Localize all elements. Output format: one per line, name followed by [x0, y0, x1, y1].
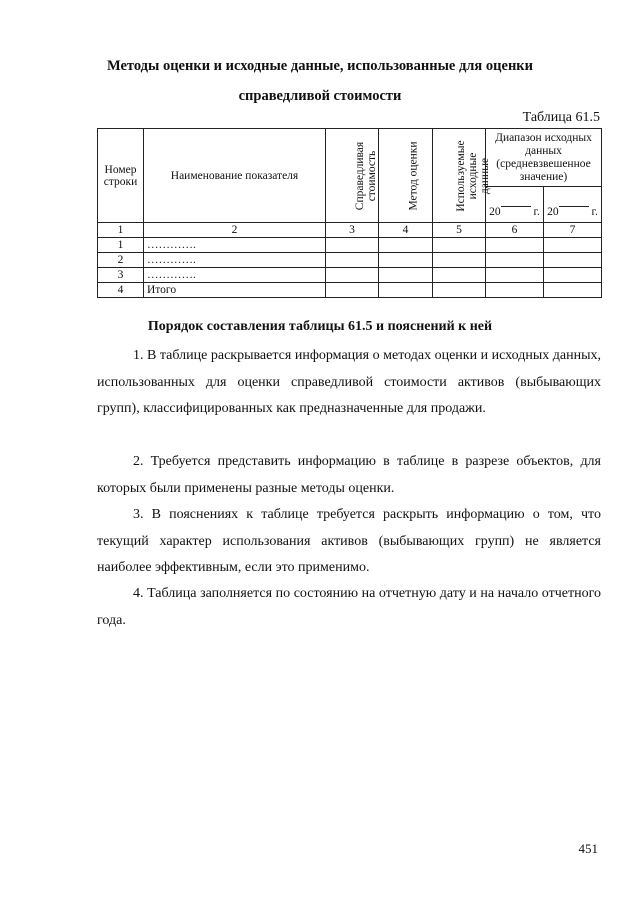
column-number: 5: [433, 223, 486, 238]
column-number: 1: [98, 223, 144, 238]
header-input-data-text: Используемые исходные данные: [455, 139, 491, 212]
table-cell: [486, 283, 544, 298]
header-indicator-name-text: Наименование показателя: [170, 169, 299, 182]
table-cell: [544, 253, 602, 268]
table-cell: [379, 268, 433, 283]
table-cell: [379, 253, 433, 268]
row-name: Итого: [144, 283, 326, 298]
table-cell: [379, 283, 433, 298]
table-row: [98, 268, 602, 283]
table-row: [98, 253, 602, 268]
table-cell: [326, 283, 379, 298]
table-cell: [544, 283, 602, 298]
row-number: 2: [98, 253, 144, 268]
column-number: 6: [486, 223, 544, 238]
table-cell: [486, 268, 544, 283]
header-year-1: [486, 187, 544, 223]
row-number: 3: [98, 268, 144, 283]
table-cell: [326, 253, 379, 268]
year-prefix-1: 20: [489, 206, 501, 218]
header-valuation-method-text: Метод оценки: [407, 140, 420, 211]
year-prefix-2: 20: [547, 206, 559, 218]
section-title: Порядок составления таблицы 61.5 и пояснений к ней: [147, 319, 493, 334]
valuation-table: [97, 128, 602, 298]
year-blank-2: [559, 206, 589, 207]
column-number: 2: [144, 223, 326, 238]
year-label-1: [489, 206, 540, 218]
year-label-2: [547, 206, 598, 218]
header-row-number-text: Номер строки: [103, 163, 138, 188]
column-number: 3: [326, 223, 379, 238]
table-cell: [486, 238, 544, 253]
header-year-2: [544, 187, 602, 223]
year-suffix-1: г.: [533, 206, 540, 218]
table-label: Таблица 61.5: [522, 110, 600, 125]
column-number-row: [98, 223, 602, 238]
table-row: [98, 238, 602, 253]
column-number: 7: [544, 223, 602, 238]
table-cell: [433, 238, 486, 253]
header-range-group-text: Диапазон исходных данных (средневзвешенное значение): [495, 131, 592, 183]
heading-line-1: Методы оценки и исходные данные, использованные для оценки: [106, 58, 534, 74]
table-cell: [486, 253, 544, 268]
header-indicator-name: [144, 129, 326, 223]
heading-line-2: справедливой стоимости: [238, 88, 402, 104]
header-valuation-method: [379, 129, 433, 223]
table-row: [98, 283, 602, 298]
paragraph-2: 2. Требуется представить информацию в таблице в разрезе объектов, для которых были применены разные методы оценки.: [97, 454, 601, 496]
paragraph-4: 4. Таблица заполняется по состоянию на отчетную дату и на начало отчетного года.: [97, 586, 601, 628]
row-name: ………….: [144, 238, 326, 253]
year-blank-1: [501, 206, 531, 207]
header-fair-value: [326, 129, 379, 223]
table-cell: [433, 268, 486, 283]
table-cell: [326, 268, 379, 283]
paragraph-1: 1. В таблице раскрывается информация о методах оценки и исходных данных, использованных для оценки справедливой стоимости активов (выбывающих групп), классифицированных как предназначенные для продажи.: [97, 348, 601, 416]
column-number: 4: [379, 223, 433, 238]
row-number: 4: [98, 283, 144, 298]
table-cell: [433, 253, 486, 268]
header-input-data: [433, 129, 491, 223]
header-fair-value-text: Справедливая стоимость: [354, 141, 378, 210]
table-cell: [433, 283, 486, 298]
table-cell: [544, 268, 602, 283]
row-name: ………….: [144, 268, 326, 283]
table-cell: [326, 238, 379, 253]
paragraph-3: 3. В пояснениях к таблице требуется раскрыть информацию о том, что текущий характер использования активов (выбывающих групп) не является наиболее эффективным, если это применимо.: [97, 507, 601, 575]
row-name: ………….: [144, 253, 326, 268]
row-number: 1: [98, 238, 144, 253]
table-cell: [544, 238, 602, 253]
year-suffix-2: г.: [591, 206, 598, 218]
table-cell: [379, 238, 433, 253]
header-range-group: [486, 129, 602, 187]
header-row-number: [98, 129, 144, 223]
page-number: 451: [578, 841, 598, 856]
